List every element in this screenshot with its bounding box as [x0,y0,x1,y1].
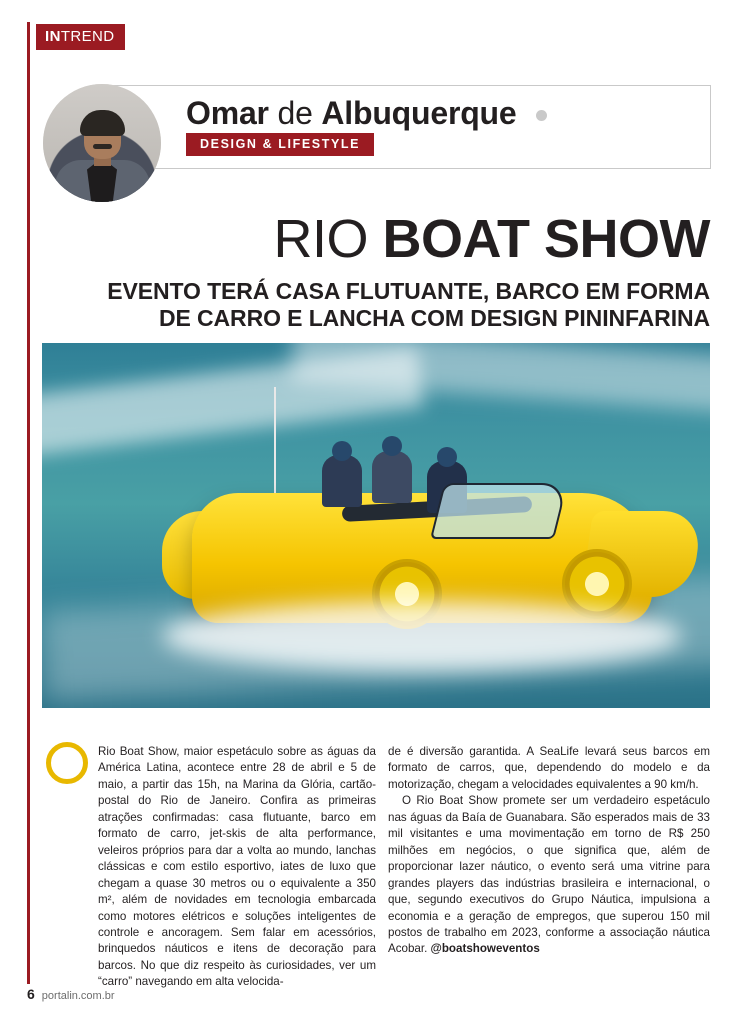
main-photo [42,343,710,708]
page-footer [27,986,115,1002]
section-tag-regular: TREND [60,28,115,45]
passenger-1-head [332,441,352,461]
subheadline-line-1: EVENTO TERÁ CASA FLUTUANTE, BARCO EM FORMA [107,278,710,304]
body-column-right [388,744,710,958]
author-dot-decoration [536,110,547,121]
page-title [0,209,710,269]
author-subtitle-badge: DESIGN & LIFESTYLE [186,133,374,156]
body-paragraph [388,793,710,958]
passenger-1 [322,455,362,507]
section-tag-bold: IN [45,28,61,45]
author-connector: de [268,95,322,131]
passenger-2 [372,451,412,503]
avatar-mustache [93,144,112,149]
footer-site-url: portalin.com.br [41,990,115,1002]
windshield [430,483,568,539]
antenna-mast [274,387,276,507]
body-column-left [98,744,376,991]
passenger-3-head [437,447,457,467]
body-paragraph: de é diversão garantida. A SeaLife levará seus barcos em formato de carros, que, dependendo do modelo e da motorização, chegam a velocidades equivalentes a 90 km/h. [388,745,710,791]
subheadline [0,278,710,332]
body-paragraph: Rio Boat Show, maior espetáculo sobre as águas da América Latina, acontece entre 28 de abril e 5 de maio, a partir das 15h, na Marina da Glória, cartão-postal do Rio de Janeiro. Confira as primeiras atrações confirmadas: casa flutuante, barco em formato de carro, jet-skis de alta performance, veleiros próprios para dar a volta ao mundo, lanchas clássicas e com estilo esportivo, iates de luxo que chegam a quase 30 metros ou o equivalente a 350 m², além de novidades em tecnologia embarcada como motores elétricos e soluções inteligentes de controle e ancoragem. Sem falar em acessórios, brinquedos náuticos e itens de decoração para barcos. No que diz respeito às curiosidades, ver um “carro” navegando em alta velocida- [98,745,376,989]
author-first-name: Omar [186,95,269,131]
section-tag [36,24,125,50]
subheadline-line-2: DE CARRO E LANCHA COM DESIGN PININFARINA [159,305,710,332]
water-spray [162,601,682,671]
drop-cap-o [46,742,88,784]
body-paragraph-text: O Rio Boat Show promete ser um verdadeiro espetáculo nas águas da Baía de Guanabara. São esperados mais de 33 mil visitantes e uma movimentação em torno de R$ 250 milhões em negócios, o que significa que, além de proporcionar lazer náutico, o evento será uma vitrine para grandes players das indústrias brasileira e internacional, o que, segundo executivos do Grupo Náutica, impulsiona a economia e a geração de empregos, que superou 150 mil postos de trabalho em 2023, conforme a associação náutica Acobar. [388,794,710,956]
passenger-2-head [382,436,402,456]
headline-light: RIO [273,209,383,269]
author-last-name: Albuquerque [321,95,517,131]
page-number: 6 [27,986,35,1002]
headline-bold: BOAT SHOW [382,209,710,269]
avatar [43,84,161,202]
left-accent-rule [27,22,30,984]
social-handle: @boatshoweventos [430,942,540,956]
author-name [186,95,517,132]
